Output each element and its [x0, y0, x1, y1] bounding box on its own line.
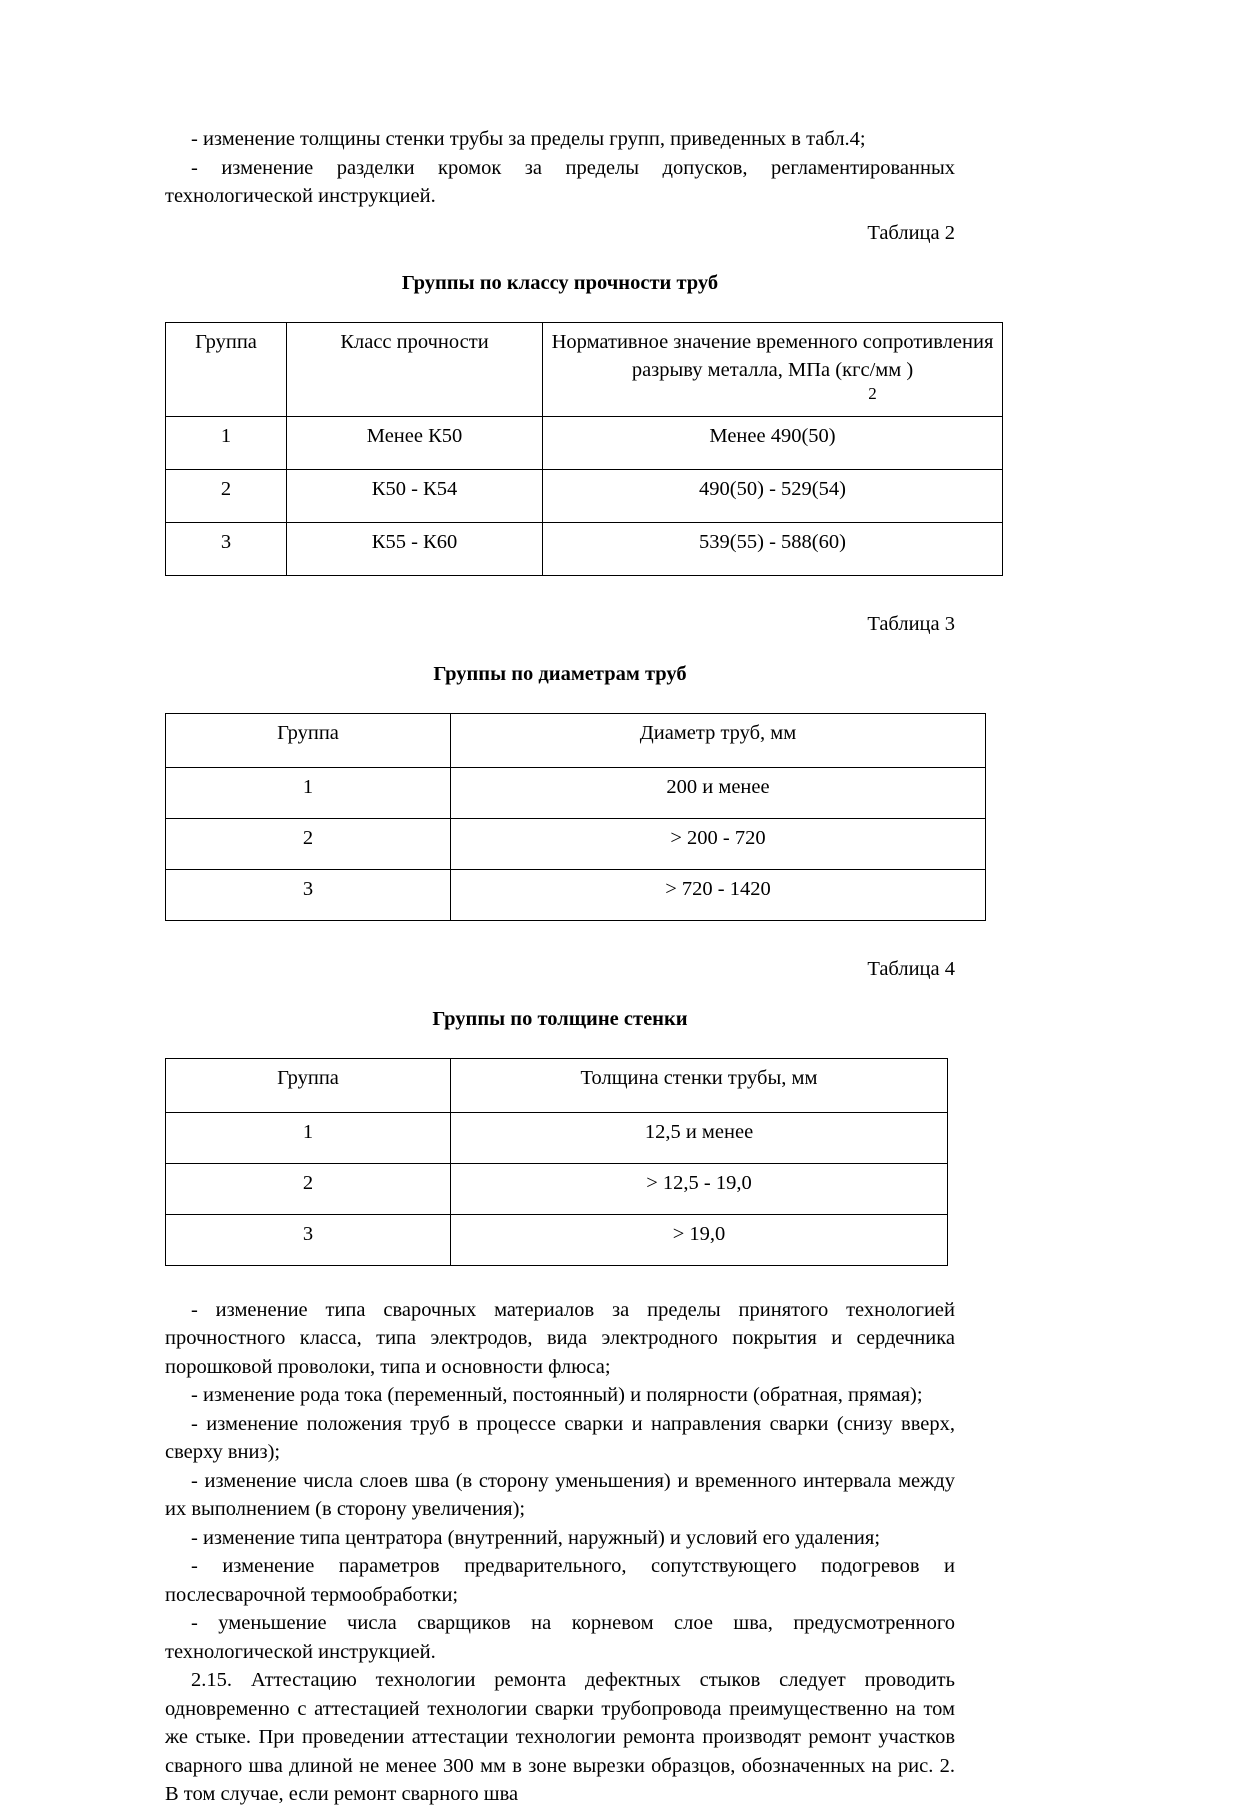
table3-header-diameter: Диаметр труб, мм	[451, 713, 986, 767]
table-row	[166, 1163, 948, 1214]
intro-bullet-2: - изменение разделки кромок за пределы допусков, регламентированных технологической инструкцией.	[165, 156, 955, 207]
table3-cell-diameter: > 720 - 1420	[451, 869, 986, 920]
table2-header-class: Класс прочности	[287, 322, 543, 416]
spacer	[165, 638, 955, 660]
table2-cell-class: К50 - К54	[287, 469, 543, 522]
clause-2-15: 2.15. Аттестацию технологии ремонта дефектных стыков следует проводить одновременно с аттестацией технологии сварки трубопровода преимущественно на том же стыке. При проведении аттестации технологии ремонта производят ремонт участков сварного шва длиной не менее 300 мм в зоне вырезки образцов, обозначенных на рис. 2. В том случае, если ремонт сварного шва	[165, 1669, 955, 1805]
table-row	[166, 522, 1003, 575]
table-row	[166, 416, 1003, 469]
table4-header-group: Группа	[166, 1058, 451, 1112]
table-header-row	[166, 1058, 948, 1112]
spacer	[165, 211, 955, 219]
table-row	[166, 818, 986, 869]
table4-cell-thickness: > 12,5 - 19,0	[451, 1163, 948, 1214]
table3-label: Таблица 3	[867, 612, 955, 635]
body-bullet-3: - изменение положения труб в процессе сварки и направления сварки (снизу вверх, сверху вниз);	[165, 1412, 955, 1463]
table4-header-thickness: Толщина стенки трубы, мм	[451, 1058, 948, 1112]
table4-cell-group: 3	[166, 1214, 451, 1265]
table3-cell-group: 1	[166, 767, 451, 818]
table-row	[166, 469, 1003, 522]
table-row	[166, 1214, 948, 1265]
table3-header-group: Группа	[166, 713, 451, 767]
body-bullet-2: - изменение рода тока (переменный, постоянный) и полярности (обратная, прямая);	[191, 1384, 923, 1406]
table2-cell-class: Менее К50	[287, 416, 543, 469]
table2-header-superscript: 2	[868, 383, 877, 403]
spacer	[165, 1266, 955, 1296]
spacer	[165, 298, 955, 322]
body-bullet-5: - изменение типа центратора (внутренний, наружный) и условий его удаления;	[191, 1526, 881, 1549]
table2-header-strength	[543, 322, 1003, 416]
page-content	[165, 125, 994, 1809]
table3-cell-diameter: > 200 - 720	[451, 818, 986, 869]
table4-cell-thickness: 12,5 и менее	[451, 1112, 948, 1163]
spacer	[165, 247, 955, 269]
table-pipe-diameter	[165, 713, 986, 921]
table-header-row	[166, 713, 986, 767]
table2-cell-strength: 490(50) - 529(54)	[543, 469, 1003, 522]
table4-title: Группы по толщине стенки	[432, 1008, 688, 1030]
table2-cell-strength: 539(55) - 588(60)	[543, 522, 1003, 575]
table2-cell-class: К55 - К60	[287, 522, 543, 575]
table2-title: Группы по классу прочности труб	[401, 272, 719, 294]
body-bullet-6: - изменение параметров предварительного, сопутствующего подогревов и послесварочной термообработки;	[165, 1555, 955, 1606]
intro-bullet-1: - изменение толщины стенки трубы за пределы групп, приведенных в табл.4;	[191, 128, 866, 150]
table-row	[166, 869, 986, 920]
spacer	[165, 1034, 955, 1058]
spacer	[165, 983, 955, 1005]
spacer	[165, 689, 955, 713]
table4-cell-thickness: > 19,0	[451, 1214, 948, 1265]
table4-cell-group: 2	[166, 1163, 451, 1214]
table3-title: Группы по диаметрам труб	[433, 663, 687, 685]
body-bullet-1: - изменение типа сварочных материалов за пределы принятого технологией прочностного класса, типа электродов, вида электродного покрытия и сердечника порошковой проволоки, типа и основности флюса;	[165, 1298, 955, 1378]
table3-cell-group: 3	[166, 869, 451, 920]
table2-cell-group: 2	[166, 469, 287, 522]
table-header-row	[166, 322, 1003, 416]
body-bullet-4: - изменение числа слоев шва (в сторону уменьшения) и временного интервала между их выполнением (в сторону увеличения);	[165, 1469, 955, 1520]
table2-label: Таблица 2	[867, 221, 955, 244]
table2-header-strength-text: Нормативное значение временного сопротивления разрыву металла, МПа (кгс/мм )	[551, 330, 994, 381]
spacer	[165, 576, 955, 610]
table-wall-thickness	[165, 1058, 948, 1266]
table3-cell-diameter: 200 и менее	[451, 767, 986, 818]
table2-cell-group: 1	[166, 416, 287, 469]
table-strength-class	[165, 322, 1003, 576]
spacer	[165, 921, 955, 955]
table4-cell-group: 1	[166, 1112, 451, 1163]
table4-label: Таблица 4	[867, 957, 955, 980]
table2-cell-strength: Менее 490(50)	[543, 416, 1003, 469]
body-bullet-7: - уменьшение числа сварщиков на корневом слое шва, предусмотренного технологической инструкцией.	[165, 1612, 955, 1663]
table3-cell-group: 2	[166, 818, 451, 869]
table2-header-group: Группа	[166, 322, 287, 416]
table-row	[166, 767, 986, 818]
table2-cell-group: 3	[166, 522, 287, 575]
table-row	[166, 1112, 948, 1163]
